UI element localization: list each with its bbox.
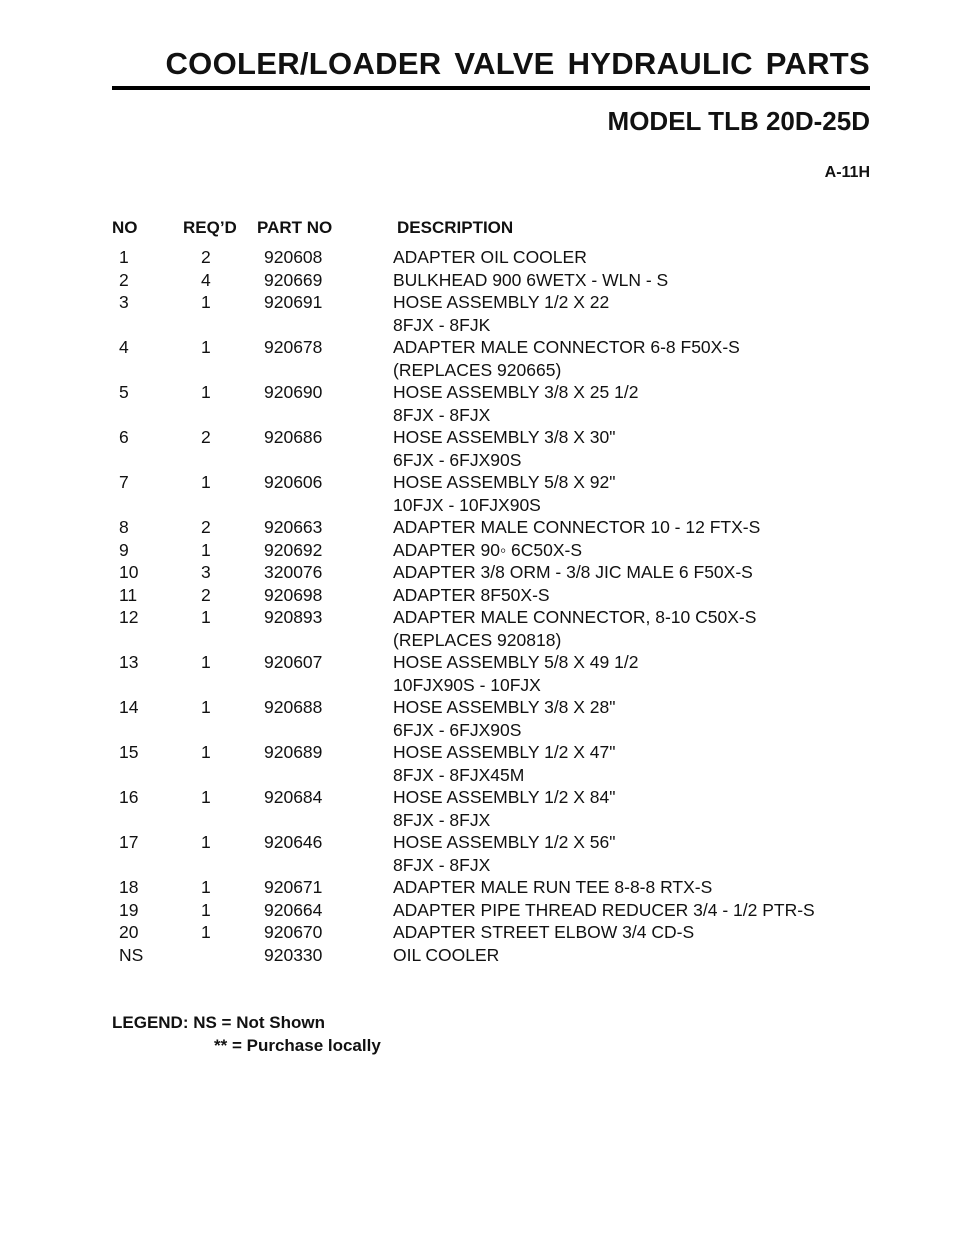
table-row — [0, 786, 954, 831]
part-number: 920691 — [264, 292, 323, 312]
description-line: HOSE ASSEMBLY 1/2 X 22 — [393, 292, 610, 312]
part-number: 920690 — [264, 382, 323, 402]
part-description — [393, 786, 615, 831]
description-line: ADAPTER 3/8 ORM - 3/8 JIC MALE 6 F50X-S — [393, 562, 753, 582]
quantity-required: 1 — [201, 742, 211, 762]
legend — [112, 1011, 381, 1057]
quantity-required: 1 — [201, 292, 211, 312]
quantity-required: 1 — [201, 539, 211, 560]
description-line: (REPLACES 920818) — [393, 629, 562, 650]
part-number: 920692 — [264, 539, 323, 560]
part-number: 920893 — [264, 607, 323, 627]
quantity-required: 3 — [201, 562, 211, 582]
part-number: 320076 — [264, 562, 323, 582]
item-number: 12 — [119, 607, 139, 627]
part-description — [393, 831, 615, 876]
item-number: 11 — [119, 584, 138, 605]
quantity-required: 1 — [201, 832, 211, 852]
part-number: 920689 — [264, 742, 323, 762]
description-line: 6FJX - 6FJX90S — [393, 449, 522, 470]
quantity-required: 1 — [201, 899, 211, 920]
part-description — [393, 606, 756, 651]
description-line: HOSE ASSEMBLY 3/8 X 28" — [393, 697, 616, 717]
item-number: 1 — [119, 247, 129, 267]
item-number: 7 — [119, 472, 129, 492]
description-line: ADAPTER STREET ELBOW 3/4 CD-S — [393, 922, 695, 942]
table-row — [0, 651, 954, 696]
legend-line-not-shown: LEGEND: NS = Not Shown — [112, 1013, 325, 1032]
quantity-required: 1 — [201, 697, 211, 717]
part-number: 920606 — [264, 472, 323, 492]
table-row — [0, 696, 954, 741]
table-row — [0, 336, 954, 381]
part-description — [393, 876, 712, 899]
description-line: 10FJX - 10FJX90S — [393, 494, 541, 515]
quantity-required: 1 — [201, 787, 211, 807]
table-row — [0, 831, 954, 876]
description-line: ADAPTER 8F50X-S — [393, 584, 550, 605]
item-number: 15 — [119, 742, 139, 762]
description-line: 8FJX - 8FJX45M — [393, 764, 525, 785]
table-row — [0, 606, 954, 651]
description-line: ADAPTER OIL COOLER — [393, 247, 587, 267]
page-code: A-11H — [824, 164, 870, 181]
quantity-required: 2 — [201, 584, 211, 605]
part-number: 920684 — [264, 787, 323, 807]
description-line: HOSE ASSEMBLY 1/2 X 56" — [393, 832, 616, 852]
part-description — [393, 291, 609, 336]
part-number: 920664 — [264, 899, 323, 920]
part-number: 920698 — [264, 584, 323, 605]
part-number: 920678 — [264, 337, 323, 357]
description-line: (REPLACES 920665) — [393, 359, 562, 380]
description-line: HOSE ASSEMBLY 1/2 X 47" — [393, 742, 616, 762]
item-number: NS — [119, 944, 144, 965]
item-number: 20 — [119, 922, 139, 942]
description-line: ADAPTER MALE RUN TEE 8-8-8 RTX-S — [393, 877, 713, 897]
description-line: 8FJX - 8FJX — [393, 809, 491, 830]
description-line: 10FJX90S - 10FJX — [393, 674, 541, 695]
table-row — [0, 269, 954, 292]
table-row — [0, 876, 954, 899]
part-description — [393, 944, 499, 967]
column-header-req: REQ’D — [183, 218, 237, 237]
quantity-required: 2 — [201, 427, 211, 447]
table-row — [0, 246, 954, 269]
table-row — [0, 921, 954, 944]
model-heading: MODEL TLB 20D-25D — [607, 106, 870, 136]
description-line: 8FJX - 8FJK — [393, 314, 491, 335]
part-number: 920688 — [264, 697, 323, 717]
parts-table — [0, 246, 954, 966]
item-number: 14 — [119, 697, 139, 717]
quantity-required: 2 — [201, 247, 211, 267]
quantity-required: 4 — [201, 269, 211, 290]
description-line: ADAPTER PIPE THREAD REDUCER 3/4 - 1/2 PTR-S — [393, 899, 815, 920]
part-description — [393, 584, 550, 607]
column-header-no: NO — [112, 218, 138, 237]
table-row — [0, 741, 954, 786]
part-number: 920663 — [264, 517, 323, 537]
table-row — [0, 584, 954, 607]
column-header-description: DESCRIPTION — [397, 218, 514, 237]
description-line: HOSE ASSEMBLY 5/8 X 92" — [393, 472, 616, 492]
part-description — [393, 741, 615, 786]
description-line: 8FJX - 8FJX — [393, 854, 491, 875]
table-row — [0, 381, 954, 426]
part-description — [393, 426, 615, 471]
quantity-required: 1 — [201, 337, 211, 357]
table-header — [0, 217, 954, 239]
item-number: 19 — [119, 899, 139, 920]
quantity-required: 1 — [201, 607, 211, 627]
part-number: 920670 — [264, 922, 323, 942]
quantity-required: 2 — [201, 517, 211, 537]
description-line: HOSE ASSEMBLY 1/2 X 84" — [393, 787, 616, 807]
item-number: 6 — [119, 427, 129, 447]
part-description — [393, 246, 587, 269]
item-number: 16 — [119, 787, 139, 807]
table-row — [0, 291, 954, 336]
part-description — [393, 471, 615, 516]
part-description — [393, 651, 638, 696]
part-number: 920671 — [264, 877, 323, 897]
part-number: 920330 — [264, 944, 323, 965]
part-number: 920686 — [264, 427, 323, 447]
description-line: ADAPTER MALE CONNECTOR 6-8 F50X-S — [393, 337, 740, 357]
description-line: ADAPTER 90◦ 6C50X-S — [393, 539, 583, 560]
item-number: 8 — [119, 517, 129, 537]
part-description — [393, 381, 638, 426]
title-rule — [112, 86, 870, 90]
item-number: 18 — [119, 877, 139, 897]
page-title: COOLER/LOADER VALVE HYDRAULIC PARTS — [165, 46, 870, 81]
description-line: HOSE ASSEMBLY 3/8 X 30" — [393, 427, 616, 447]
table-row — [0, 471, 954, 516]
part-description — [393, 269, 668, 292]
table-row — [0, 539, 954, 562]
item-number: 17 — [119, 832, 139, 852]
part-description — [393, 516, 760, 539]
part-number: 920669 — [264, 269, 323, 290]
quantity-required: 1 — [201, 922, 211, 942]
description-line: BULKHEAD 900 6WETX - WLN - S — [393, 269, 669, 290]
description-line: 6FJX - 6FJX90S — [393, 719, 522, 740]
quantity-required: 1 — [201, 382, 211, 402]
part-number: 920608 — [264, 247, 323, 267]
description-line: 8FJX - 8FJX — [393, 404, 491, 425]
part-description — [393, 696, 615, 741]
quantity-required: 1 — [201, 652, 211, 672]
item-number: 3 — [119, 292, 129, 312]
item-number: 2 — [119, 269, 129, 290]
item-number: 10 — [119, 562, 139, 582]
part-number: 920646 — [264, 832, 323, 852]
part-description — [393, 921, 694, 944]
description-line: ADAPTER MALE CONNECTOR, 8-10 C50X-S — [393, 607, 757, 627]
description-line: ADAPTER MALE CONNECTOR 10 - 12 FTX-S — [393, 517, 761, 537]
description-line: HOSE ASSEMBLY 3/8 X 25 1/2 — [393, 382, 639, 402]
description-line: OIL COOLER — [393, 944, 500, 965]
item-number: 4 — [119, 337, 129, 357]
part-description — [393, 899, 815, 922]
item-number: 9 — [119, 539, 129, 560]
table-row — [0, 426, 954, 471]
table-row — [0, 944, 954, 967]
part-description — [393, 539, 582, 562]
part-description — [393, 336, 740, 381]
legend-line-purchase-locally: ** = Purchase locally — [214, 1036, 381, 1055]
table-row — [0, 899, 954, 922]
column-header-part-no: PART NO — [257, 218, 333, 237]
table-row — [0, 516, 954, 539]
description-line: HOSE ASSEMBLY 5/8 X 49 1/2 — [393, 652, 639, 672]
part-number: 920607 — [264, 652, 323, 672]
part-description — [393, 561, 753, 584]
quantity-required: 1 — [201, 472, 211, 492]
quantity-required: 1 — [201, 877, 211, 897]
item-number: 13 — [119, 652, 139, 672]
item-number: 5 — [119, 382, 129, 402]
table-row — [0, 561, 954, 584]
